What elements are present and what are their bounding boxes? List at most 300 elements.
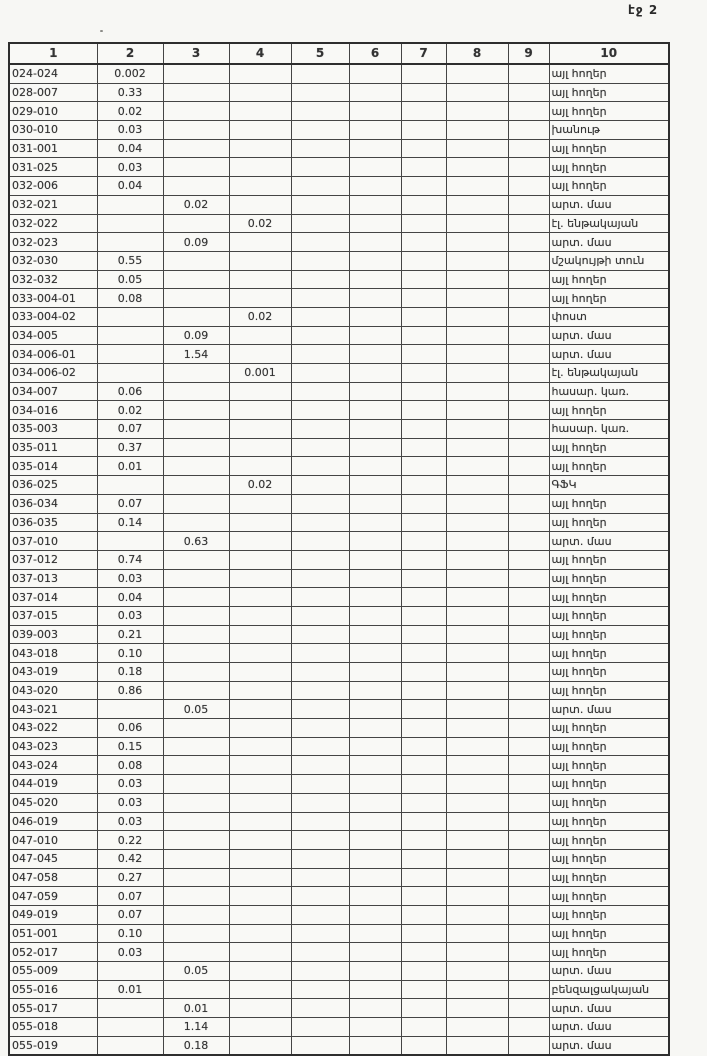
land-use-cell: այլ հողեր — [549, 849, 669, 868]
area-value-cell — [508, 887, 549, 906]
table-row — [9, 887, 669, 906]
column-header-2: 2 — [97, 43, 163, 64]
area-value-cell — [446, 102, 508, 121]
column-header-1: 1 — [9, 43, 97, 64]
area-value-cell — [508, 943, 549, 962]
area-value-cell — [349, 420, 401, 439]
area-value-cell — [508, 457, 549, 476]
area-value-cell — [508, 775, 549, 794]
area-value-cell — [291, 139, 349, 158]
area-value-cell — [508, 681, 549, 700]
area-value-cell — [349, 999, 401, 1018]
area-value-cell — [291, 569, 349, 588]
area-value-cell — [508, 812, 549, 831]
area-value-cell — [291, 532, 349, 551]
land-use-cell: այլ հողեր — [549, 868, 669, 887]
table-row — [9, 1036, 669, 1055]
area-value-cell — [163, 737, 229, 756]
area-value-cell — [401, 943, 446, 962]
parcel-code-cell: 037-010 — [9, 532, 97, 551]
area-value-cell — [446, 663, 508, 682]
area-value-cell — [401, 102, 446, 121]
area-value-cell — [446, 438, 508, 457]
area-value-cell — [97, 233, 163, 252]
area-value-cell — [446, 756, 508, 775]
parcel-code-cell: 036-025 — [9, 476, 97, 495]
area-value-cell: 0.08 — [97, 289, 163, 308]
area-value-cell — [508, 625, 549, 644]
area-value-cell — [291, 962, 349, 981]
table-row — [9, 289, 669, 308]
area-value-cell: 0.03 — [97, 606, 163, 625]
area-value-cell: 0.14 — [97, 513, 163, 532]
area-value-cell — [401, 83, 446, 102]
area-value-cell: 0.09 — [163, 233, 229, 252]
area-value-cell — [97, 364, 163, 383]
area-value-cell: 0.03 — [97, 812, 163, 831]
area-value-cell — [349, 943, 401, 962]
area-value-cell — [163, 420, 229, 439]
parcel-code-cell: 035-011 — [9, 438, 97, 457]
area-value-cell: 0.03 — [97, 569, 163, 588]
area-value-cell — [349, 401, 401, 420]
area-value-cell — [401, 1036, 446, 1055]
area-value-cell — [229, 1018, 291, 1037]
area-value-cell — [163, 438, 229, 457]
land-use-cell: այլ հողեր — [549, 83, 669, 102]
area-value-cell — [446, 999, 508, 1018]
area-value-cell — [508, 700, 549, 719]
area-value-cell — [446, 700, 508, 719]
area-value-cell — [508, 326, 549, 345]
area-value-cell — [401, 121, 446, 140]
area-value-cell — [349, 532, 401, 551]
area-value-cell — [446, 625, 508, 644]
table-row — [9, 233, 669, 252]
land-use-cell: այլ հողեր — [549, 943, 669, 962]
area-value-cell — [401, 606, 446, 625]
area-value-cell — [446, 887, 508, 906]
area-value-cell — [291, 737, 349, 756]
area-value-cell — [349, 233, 401, 252]
area-value-cell — [508, 569, 549, 588]
table-row — [9, 270, 669, 289]
parcel-code-cell: 032-032 — [9, 270, 97, 289]
land-use-cell: այլ հողեր — [549, 64, 669, 83]
parcel-code-cell: 035-014 — [9, 457, 97, 476]
area-value-cell — [291, 401, 349, 420]
area-value-cell — [163, 663, 229, 682]
table-row — [9, 438, 669, 457]
area-value-cell — [508, 550, 549, 569]
area-value-cell — [508, 270, 549, 289]
area-value-cell — [446, 737, 508, 756]
area-value-cell — [401, 307, 446, 326]
column-header-6: 6 — [349, 43, 401, 64]
parcel-code-cell: 043-024 — [9, 756, 97, 775]
area-value-cell: 0.03 — [97, 121, 163, 140]
area-value-cell — [291, 177, 349, 196]
area-value-cell — [446, 345, 508, 364]
area-value-cell — [508, 999, 549, 1018]
area-value-cell — [291, 457, 349, 476]
area-value-cell: 0.74 — [97, 550, 163, 569]
table-row — [9, 606, 669, 625]
table-row — [9, 251, 669, 270]
area-value-cell — [349, 270, 401, 289]
parcel-code-cell: 046-019 — [9, 812, 97, 831]
column-header-5: 5 — [291, 43, 349, 64]
parcel-code-cell: 037-014 — [9, 588, 97, 607]
area-value-cell — [401, 663, 446, 682]
area-value-cell — [401, 438, 446, 457]
area-value-cell — [508, 195, 549, 214]
area-value-cell: 0.63 — [163, 532, 229, 551]
area-value-cell — [446, 980, 508, 999]
area-value-cell — [401, 139, 446, 158]
table-row — [9, 121, 669, 140]
area-value-cell — [508, 64, 549, 83]
area-value-cell — [229, 756, 291, 775]
area-value-cell — [291, 663, 349, 682]
parcel-code-cell: 037-015 — [9, 606, 97, 625]
area-value-cell — [508, 513, 549, 532]
area-value-cell: 0.08 — [97, 756, 163, 775]
area-value-cell — [349, 476, 401, 495]
area-value-cell — [446, 307, 508, 326]
parcel-code-cell: 036-035 — [9, 513, 97, 532]
area-value-cell — [97, 999, 163, 1018]
area-value-cell — [163, 270, 229, 289]
land-use-cell: արտ. մաս — [549, 233, 669, 252]
area-value-cell — [508, 158, 549, 177]
area-value-cell — [163, 513, 229, 532]
land-use-cell: այլ հողեր — [549, 513, 669, 532]
area-value-cell — [163, 775, 229, 794]
area-value-cell — [229, 457, 291, 476]
area-value-cell — [349, 606, 401, 625]
land-use-cell: այլ հողեր — [549, 812, 669, 831]
area-value-cell — [349, 905, 401, 924]
area-value-cell — [349, 513, 401, 532]
area-value-cell — [349, 980, 401, 999]
area-value-cell — [401, 177, 446, 196]
area-value-cell — [229, 64, 291, 83]
parcel-code-cell: 034-016 — [9, 401, 97, 420]
area-value-cell — [349, 1036, 401, 1055]
area-value-cell — [508, 905, 549, 924]
area-value-cell — [291, 382, 349, 401]
parcel-code-cell: 052-017 — [9, 943, 97, 962]
area-value-cell — [446, 177, 508, 196]
area-value-cell — [446, 457, 508, 476]
area-value-cell — [401, 158, 446, 177]
area-value-cell — [291, 868, 349, 887]
area-value-cell — [349, 457, 401, 476]
parcel-code-cell: 034-007 — [9, 382, 97, 401]
table-row — [9, 868, 669, 887]
area-value-cell — [401, 849, 446, 868]
area-value-cell — [401, 476, 446, 495]
area-value-cell — [163, 924, 229, 943]
area-value-cell — [349, 756, 401, 775]
area-value-cell — [163, 251, 229, 270]
area-value-cell — [401, 457, 446, 476]
table-row — [9, 663, 669, 682]
parcel-code-cell: 043-021 — [9, 700, 97, 719]
area-value-cell — [508, 532, 549, 551]
area-value-cell — [291, 550, 349, 569]
area-value-cell — [229, 233, 291, 252]
land-use-cell: այլ հողեր — [549, 177, 669, 196]
area-value-cell — [229, 139, 291, 158]
area-value-cell — [446, 270, 508, 289]
area-value-cell — [401, 812, 446, 831]
area-value-cell — [229, 775, 291, 794]
area-value-cell — [508, 719, 549, 738]
land-parcel-table — [8, 42, 670, 1056]
area-value-cell — [163, 606, 229, 625]
area-value-cell — [508, 868, 549, 887]
area-value-cell — [349, 775, 401, 794]
area-value-cell — [163, 177, 229, 196]
area-value-cell — [229, 494, 291, 513]
area-value-cell — [97, 345, 163, 364]
area-value-cell — [163, 158, 229, 177]
area-value-cell — [291, 905, 349, 924]
area-value-cell — [401, 1018, 446, 1037]
land-use-cell: արտ. մաս — [549, 999, 669, 1018]
land-use-cell: այլ հողեր — [549, 270, 669, 289]
area-value-cell: 0.02 — [97, 401, 163, 420]
area-value-cell — [401, 214, 446, 233]
area-value-cell — [229, 326, 291, 345]
area-value-cell — [349, 868, 401, 887]
area-value-cell: 1.54 — [163, 345, 229, 364]
parcel-code-cell: 030-010 — [9, 121, 97, 140]
area-value-cell — [291, 64, 349, 83]
area-value-cell — [163, 887, 229, 906]
area-value-cell — [291, 719, 349, 738]
area-value-cell — [446, 775, 508, 794]
area-value-cell — [446, 289, 508, 308]
area-value-cell — [229, 1036, 291, 1055]
area-value-cell — [349, 924, 401, 943]
land-use-cell: այլ հողեր — [549, 102, 669, 121]
area-value-cell — [446, 868, 508, 887]
parcel-code-cell: 032-023 — [9, 233, 97, 252]
table-row — [9, 177, 669, 196]
area-value-cell — [229, 102, 291, 121]
area-value-cell — [446, 139, 508, 158]
area-value-cell: 0.001 — [229, 364, 291, 383]
area-value-cell — [97, 326, 163, 345]
land-use-cell: արտ. մաս — [549, 700, 669, 719]
area-value-cell — [349, 158, 401, 177]
area-value-cell — [163, 625, 229, 644]
area-value-cell — [229, 793, 291, 812]
area-value-cell — [446, 831, 508, 850]
table-row — [9, 999, 669, 1018]
area-value-cell — [401, 775, 446, 794]
area-value-cell — [401, 270, 446, 289]
area-value-cell — [401, 251, 446, 270]
area-value-cell: 0.02 — [229, 214, 291, 233]
area-value-cell — [401, 588, 446, 607]
table-row — [9, 457, 669, 476]
land-use-cell: բենզալցակայան — [549, 980, 669, 999]
area-value-cell — [163, 943, 229, 962]
land-use-cell: արտ. մաս — [549, 532, 669, 551]
area-value-cell: 0.04 — [97, 588, 163, 607]
column-header-10: 10 — [549, 43, 669, 64]
table-row — [9, 102, 669, 121]
area-value-cell — [401, 719, 446, 738]
area-value-cell — [508, 737, 549, 756]
area-value-cell — [291, 1018, 349, 1037]
area-value-cell — [446, 326, 508, 345]
area-value-cell — [291, 999, 349, 1018]
land-use-cell: էլ. ենթակայան — [549, 364, 669, 383]
area-value-cell — [291, 364, 349, 383]
parcel-code-cell: 055-009 — [9, 962, 97, 981]
area-value-cell: 1.14 — [163, 1018, 229, 1037]
area-value-cell: 0.18 — [163, 1036, 229, 1055]
land-use-cell: արտ. մաս — [549, 326, 669, 345]
area-value-cell — [446, 251, 508, 270]
area-value-cell: 0.01 — [97, 457, 163, 476]
table-row — [9, 962, 669, 981]
area-value-cell — [349, 588, 401, 607]
area-value-cell — [229, 924, 291, 943]
area-value-cell — [229, 606, 291, 625]
area-value-cell — [349, 831, 401, 850]
area-value-cell — [349, 1018, 401, 1037]
area-value-cell — [446, 195, 508, 214]
area-value-cell — [401, 550, 446, 569]
area-value-cell — [229, 513, 291, 532]
area-value-cell — [446, 943, 508, 962]
area-value-cell — [229, 644, 291, 663]
area-value-cell — [229, 681, 291, 700]
column-header-8: 8 — [446, 43, 508, 64]
parcel-code-cell: 034-005 — [9, 326, 97, 345]
area-value-cell — [349, 550, 401, 569]
area-value-cell — [163, 831, 229, 850]
table-row — [9, 476, 669, 495]
parcel-code-cell: 039-003 — [9, 625, 97, 644]
area-value-cell — [229, 980, 291, 999]
scan-speck — [100, 30, 103, 32]
area-value-cell — [446, 962, 508, 981]
area-value-cell — [291, 158, 349, 177]
area-value-cell — [163, 980, 229, 999]
area-value-cell: 0.07 — [97, 494, 163, 513]
area-value-cell — [229, 737, 291, 756]
table-row — [9, 550, 669, 569]
land-use-cell: այլ հողեր — [549, 457, 669, 476]
area-value-cell — [446, 494, 508, 513]
parcel-code-cell: 055-016 — [9, 980, 97, 999]
parcel-code-cell: 045-020 — [9, 793, 97, 812]
table-row — [9, 812, 669, 831]
area-value-cell — [446, 924, 508, 943]
area-value-cell — [349, 625, 401, 644]
area-value-cell — [291, 756, 349, 775]
parcel-code-cell: 055-019 — [9, 1036, 97, 1055]
area-value-cell — [229, 962, 291, 981]
area-value-cell — [97, 476, 163, 495]
area-value-cell — [163, 588, 229, 607]
land-use-cell: այլ հողեր — [549, 438, 669, 457]
area-value-cell: 0.18 — [97, 663, 163, 682]
area-value-cell — [446, 606, 508, 625]
area-value-cell — [97, 962, 163, 981]
area-value-cell: 0.10 — [97, 644, 163, 663]
area-value-cell — [446, 382, 508, 401]
land-use-cell: էլ. ենթակայան — [549, 214, 669, 233]
parcel-code-cell: 033-004-02 — [9, 307, 97, 326]
area-value-cell — [401, 494, 446, 513]
area-value-cell — [291, 83, 349, 102]
area-value-cell — [401, 999, 446, 1018]
column-header-3: 3 — [163, 43, 229, 64]
area-value-cell — [401, 345, 446, 364]
area-value-cell — [229, 999, 291, 1018]
area-value-cell — [229, 289, 291, 308]
area-value-cell — [229, 719, 291, 738]
area-value-cell — [508, 401, 549, 420]
parcel-code-cell: 044-019 — [9, 775, 97, 794]
area-value-cell — [446, 569, 508, 588]
area-value-cell — [446, 532, 508, 551]
area-value-cell: 0.05 — [163, 962, 229, 981]
area-value-cell — [291, 980, 349, 999]
area-value-cell — [291, 513, 349, 532]
area-value-cell — [229, 905, 291, 924]
area-value-cell — [508, 364, 549, 383]
area-value-cell — [163, 121, 229, 140]
table-row — [9, 980, 669, 999]
land-use-cell: փոստ — [549, 307, 669, 326]
area-value-cell — [163, 756, 229, 775]
area-value-cell — [508, 663, 549, 682]
table-row — [9, 905, 669, 924]
land-use-cell: հասար. կառ. — [549, 420, 669, 439]
area-value-cell — [163, 550, 229, 569]
area-value-cell: 0.02 — [229, 307, 291, 326]
area-value-cell — [163, 868, 229, 887]
area-value-cell — [349, 64, 401, 83]
area-value-cell — [229, 177, 291, 196]
area-value-cell — [229, 812, 291, 831]
area-value-cell — [349, 102, 401, 121]
area-value-cell — [291, 102, 349, 121]
area-value-cell — [163, 905, 229, 924]
area-value-cell — [401, 382, 446, 401]
area-value-cell — [401, 868, 446, 887]
area-value-cell — [163, 457, 229, 476]
area-value-cell: 0.002 — [97, 64, 163, 83]
table-row — [9, 719, 669, 738]
area-value-cell — [508, 644, 549, 663]
land-use-cell: այլ հողեր — [549, 625, 669, 644]
area-value-cell — [446, 905, 508, 924]
area-value-cell — [229, 195, 291, 214]
parcel-code-cell: 043-020 — [9, 681, 97, 700]
land-use-cell: այլ հողեր — [549, 756, 669, 775]
area-value-cell — [291, 775, 349, 794]
